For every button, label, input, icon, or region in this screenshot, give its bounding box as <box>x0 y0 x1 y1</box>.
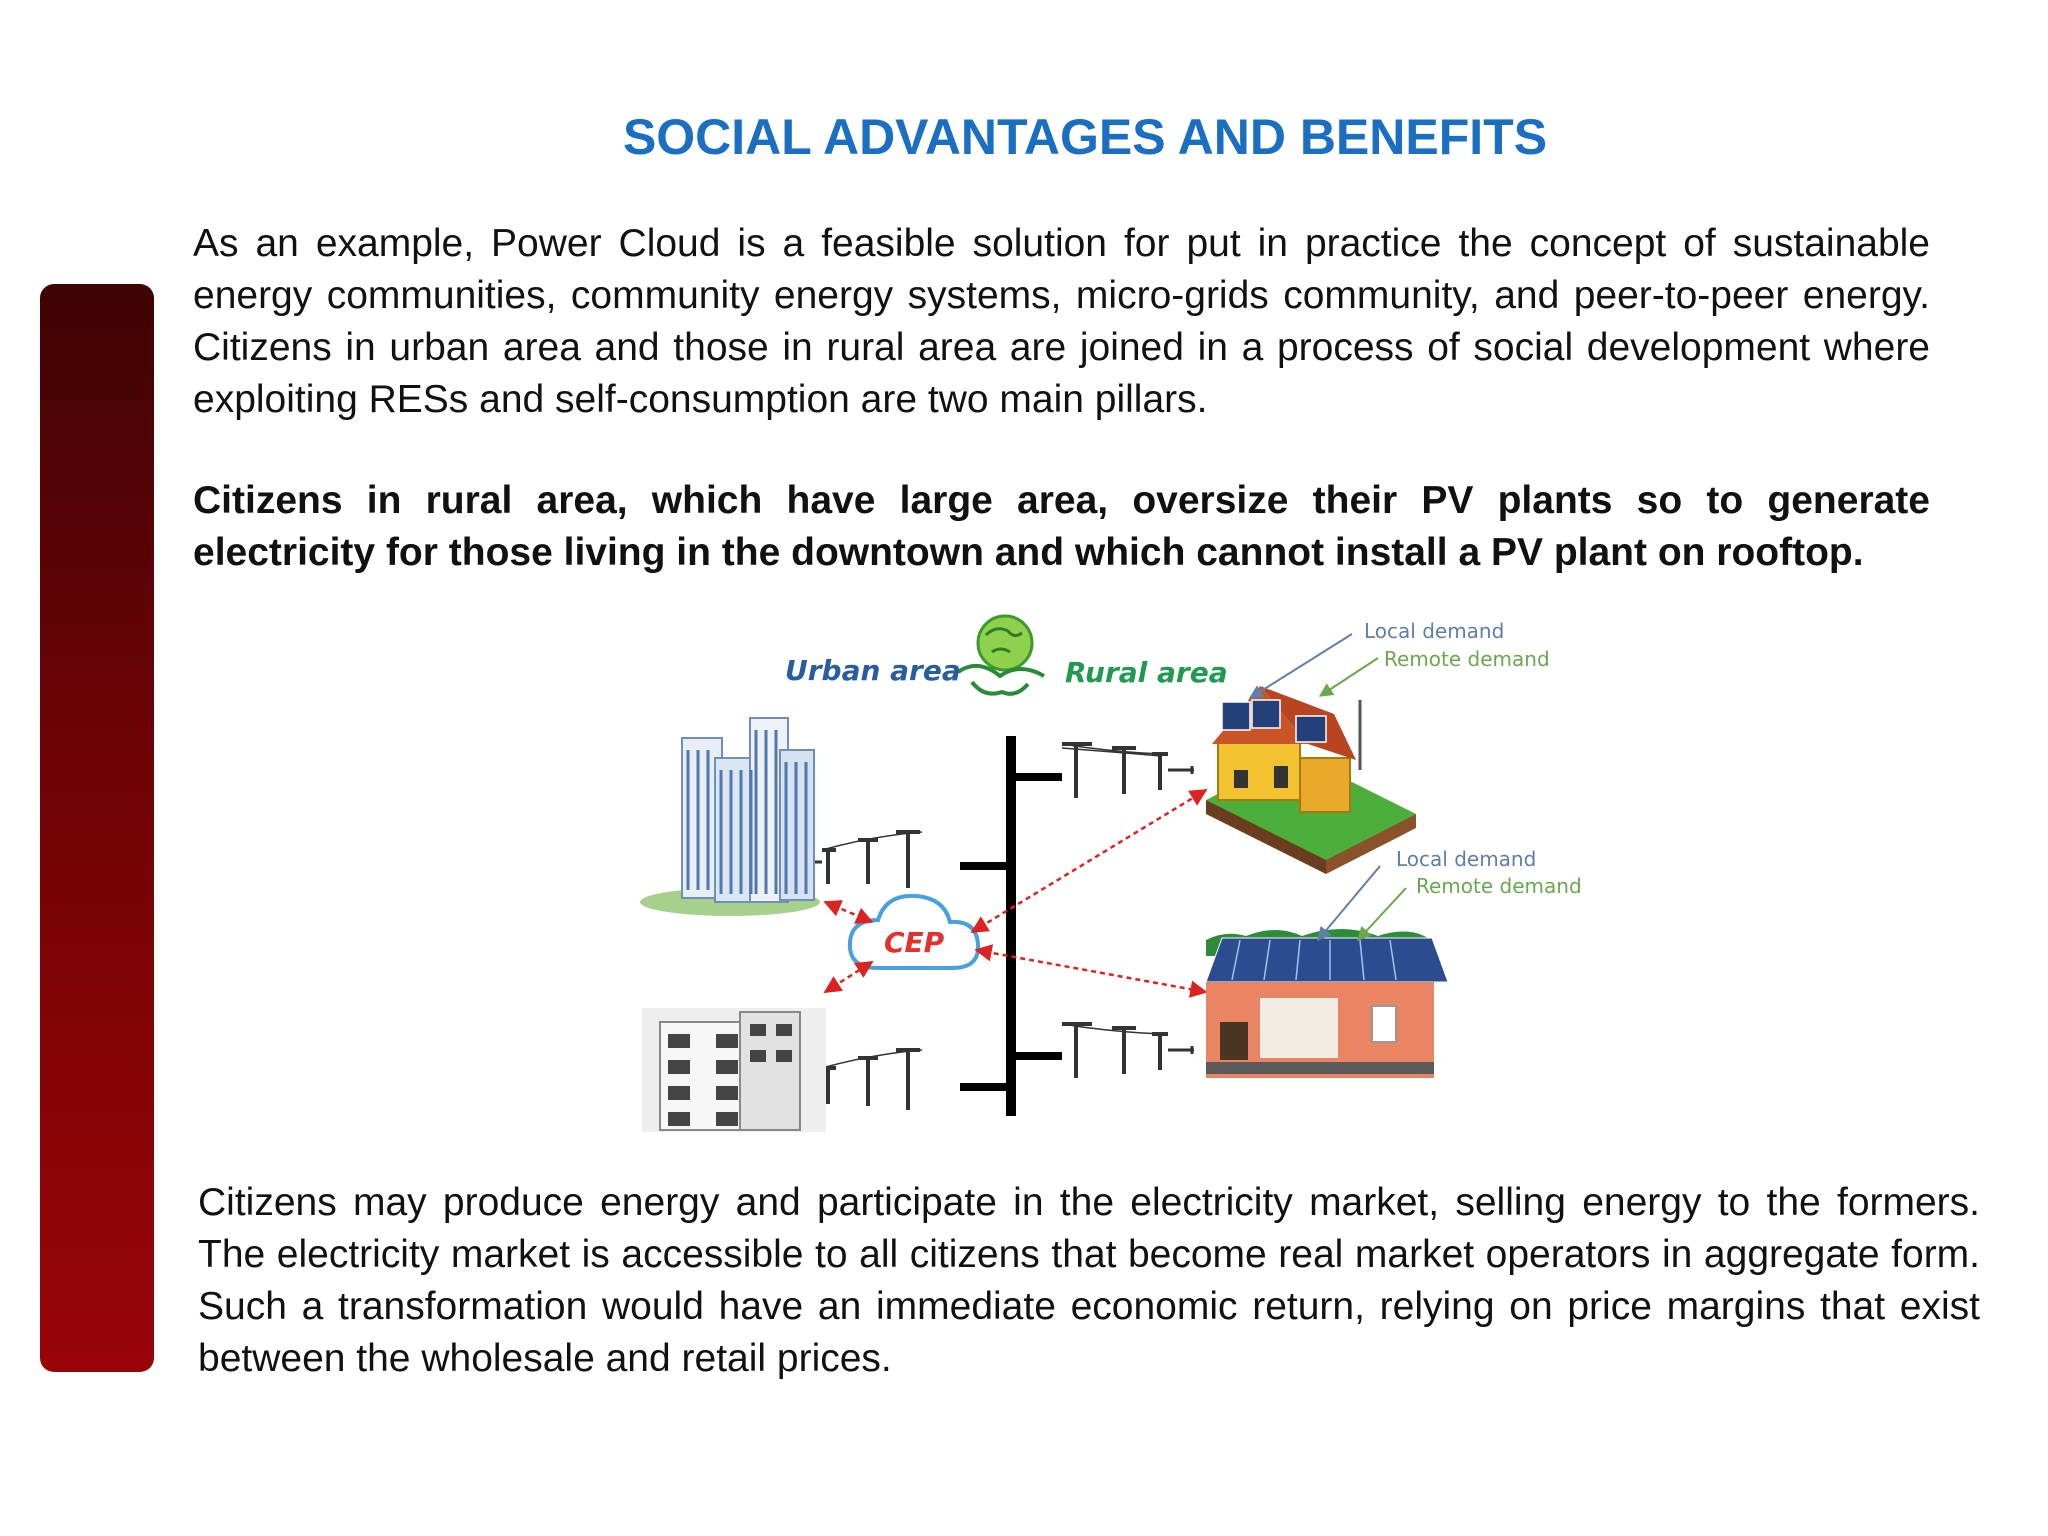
highlight-paragraph: Citizens in rural area, which have large area, oversize their PV plants so to generate electricity for those living in the downtown and which cannot install a PV plant on rooftop. <box>193 479 1930 574</box>
bottom-house-demand-lines <box>1318 866 1406 940</box>
rural-house-solar-roof-icon <box>1206 929 1448 1078</box>
urban-area-label: Urban area <box>785 654 961 687</box>
urban-apartment-building-icon <box>642 1008 826 1132</box>
power-line-poles-bottom-right <box>1062 1024 1194 1078</box>
top-local-demand-label: Local demand <box>1364 619 1505 643</box>
side-accent-bar <box>40 284 154 1372</box>
grid-bus-bar <box>960 736 1062 1116</box>
globe-handshake-icon <box>958 616 1044 694</box>
top-house-demand-lines <box>1250 634 1378 698</box>
intro-paragraph: As an example, Power Cloud is a feasible solution for put in practice the concept of sustainable energy communities, community energy systems, micro-grids community, and peer-to-peer energy. Citizens in urban area and those in rural area are joined in a process of social development where exploiting RESs and self-consumption are two main pillars. <box>193 222 1930 421</box>
cep-label: CEP <box>884 926 945 959</box>
conclusion-paragraph: Citizens may produce energy and participate in the electricity market, selling energy to the formers. The electricity market is accessible to all citizens that become real market operators in aggregate form. Such a transformation would have an immediate economic return, relying on price margins that exist between the wholesale and retail prices. <box>198 1181 1980 1380</box>
bottom-local-demand-label: Local demand <box>1396 847 1537 871</box>
rural-area-label: Rural area <box>1065 656 1228 689</box>
slide-title: SOCIAL ADVANTAGES AND BENEFITS <box>622 109 1548 165</box>
urban-skyscrapers-icon <box>640 718 820 916</box>
power-cloud-diagram <box>620 610 1600 1135</box>
rural-house-pv-icon <box>1206 686 1416 874</box>
power-line-poles-left-top <box>800 832 922 888</box>
bottom-remote-demand-label: Remote demand <box>1416 874 1582 898</box>
diagram-svg <box>620 610 1600 1135</box>
top-remote-demand-label: Remote demand <box>1384 647 1550 671</box>
power-line-poles-top-right <box>1062 744 1194 798</box>
